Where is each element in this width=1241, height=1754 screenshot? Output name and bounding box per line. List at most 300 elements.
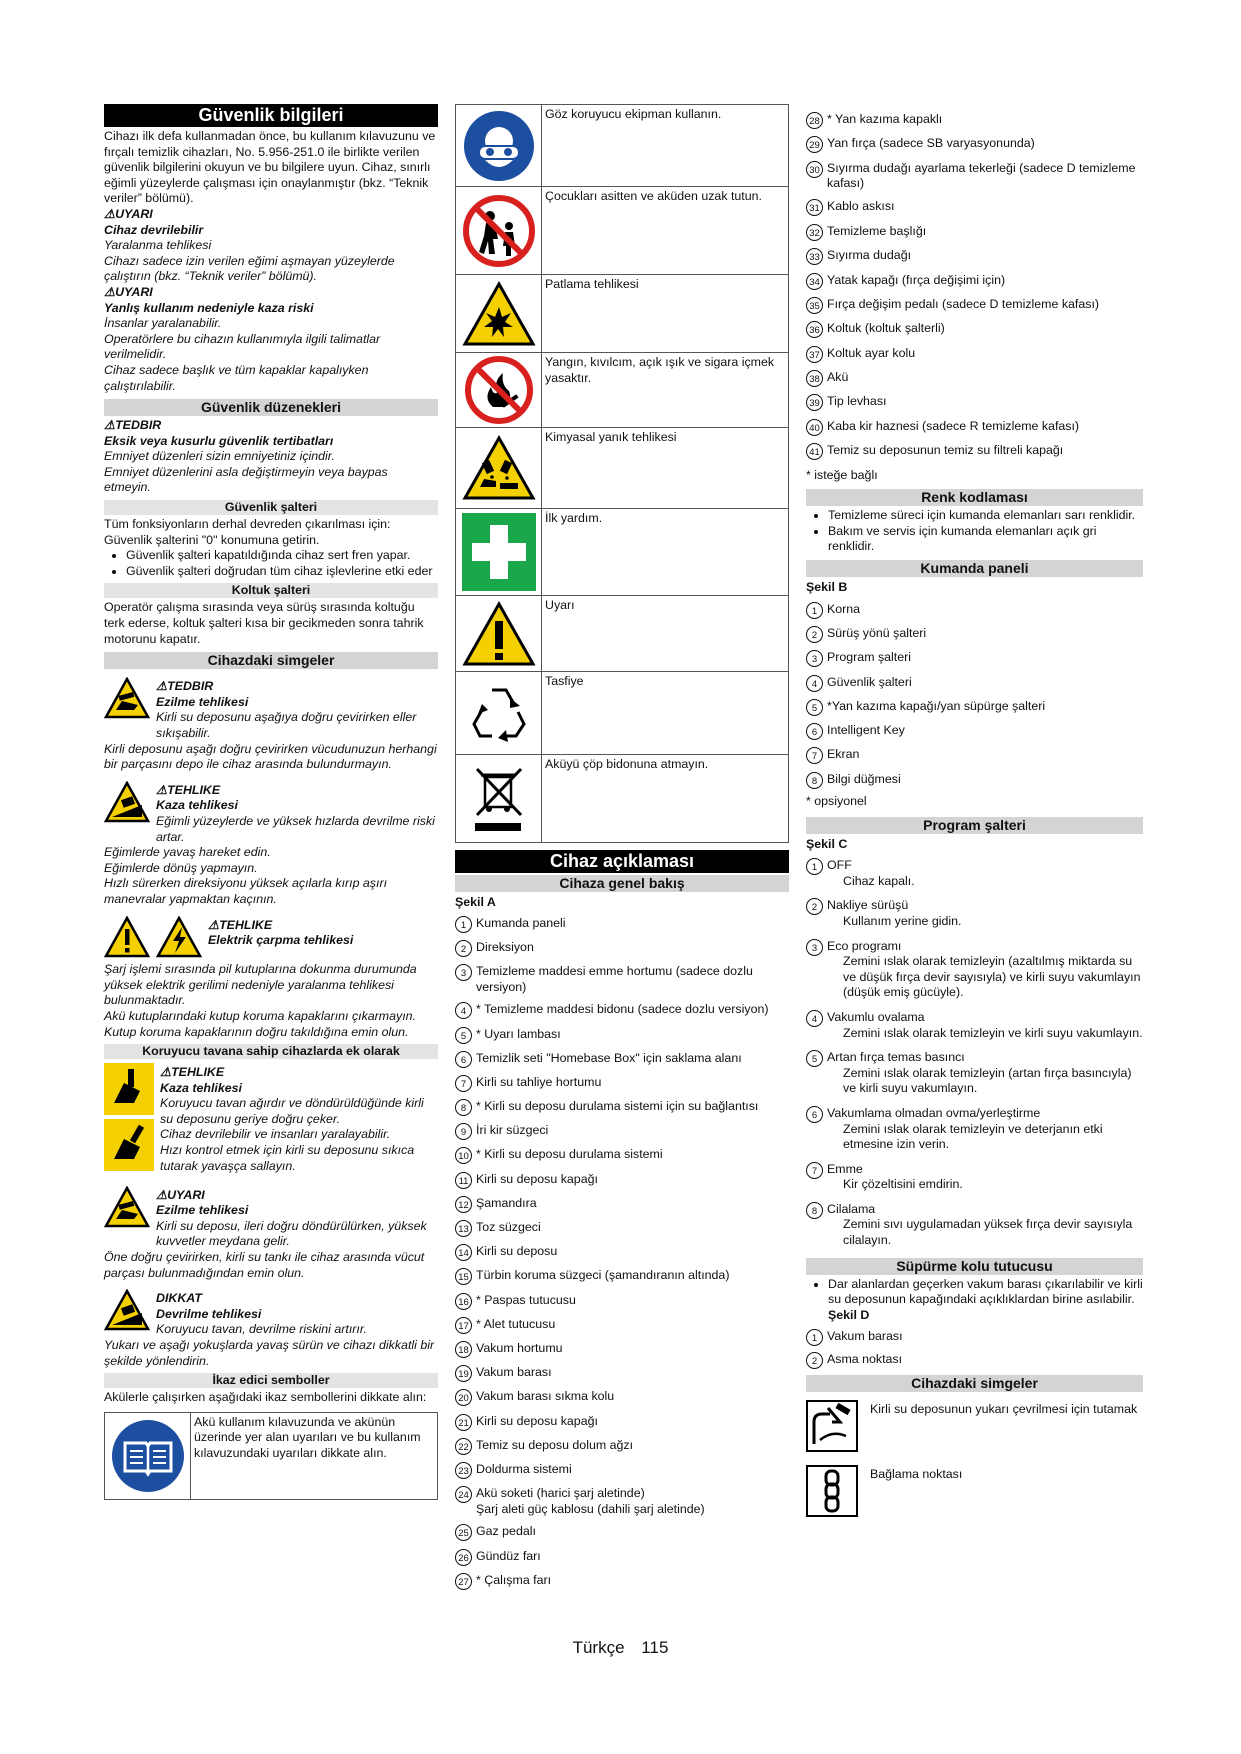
general-warning-icon	[104, 916, 150, 963]
caution-title: Devrilme tehlikesi	[156, 1306, 262, 1321]
symbol-description: Bağlama noktası	[870, 1467, 963, 1482]
item-text	[827, 321, 1143, 337]
symbol-tip-over	[104, 781, 438, 845]
item-number: 40	[806, 419, 823, 436]
item-number: 12	[455, 1196, 472, 1213]
caution-text: Emniyet düzenleri sizin emniyetiniz içindir.	[104, 449, 335, 464]
item-number: 18	[455, 1341, 472, 1358]
figure-label: Şekil D	[828, 1307, 870, 1322]
symbol-row	[456, 509, 788, 596]
item-label: * Kirli su deposu durulama sistemi için su bağlantısı	[476, 1099, 759, 1114]
item-label: Sürüş yönü şalteri	[827, 625, 927, 640]
danger-text: Akü kutuplarındaki kutup koruma kapaklarını çıkarmayın.	[104, 1008, 416, 1023]
optional-note: * isteğe bağlı	[806, 467, 878, 482]
intro-text: Cihazı ilk defa kullanmadan önce, bu kullanım kılavuzunu ve fırçalı temizlik cihazları, No. 5.956-251.0 ile birlikte verilen güvenlik bilgilerini okuyun ve bu bilgilere uyun. Cihaz, sınırlı eğimli yüzeylerde çalışması için onaylanmıştır (bkz. “Teknik veriler” bölümü).	[104, 129, 436, 206]
list-item	[455, 964, 789, 995]
symbol-roof-tip	[104, 1289, 438, 1338]
item-label: Toz süzgeci	[476, 1220, 541, 1235]
list-item	[806, 1352, 1143, 1369]
corrosive-icon	[456, 428, 542, 508]
section-title-device-symbols: Cihazdaki simgeler	[104, 652, 438, 669]
symbol-electric	[104, 916, 438, 963]
item-text	[827, 602, 1143, 618]
item-number: 9	[455, 1123, 472, 1140]
subsection-protective-roof: Koruyucu tavana sahip cihazlarda ek olarak	[104, 1044, 438, 1059]
item-label: Fırça değişim pedalı (sadece D temizleme kafası)	[827, 296, 1100, 311]
item-text	[827, 248, 1143, 264]
symbol-tie-point	[806, 1465, 1143, 1522]
item-number: 15	[455, 1268, 472, 1285]
list-item	[806, 650, 1143, 667]
item-label: Kablo askısı	[827, 199, 895, 214]
item-text	[476, 1172, 789, 1188]
item-text	[476, 1220, 789, 1236]
item-number: 6	[806, 1106, 823, 1123]
item-label: Temiz su deposunun temiz su filtreli kapağı	[827, 443, 1064, 458]
item-text	[476, 916, 789, 932]
list-item	[806, 199, 1143, 216]
list-item	[806, 136, 1143, 153]
keep-children-away-icon	[456, 187, 542, 274]
item-number: 38	[806, 370, 823, 387]
list-item	[806, 723, 1143, 740]
caution-level: ⚠TEDBIR	[156, 679, 214, 694]
warning-title: Cihaz devrilebilir	[104, 222, 204, 237]
section-title-color-coding: Renk kodlaması	[806, 489, 1143, 506]
symbol-row	[456, 275, 788, 353]
warning-level: ⚠UYARI	[104, 206, 153, 221]
item-text	[827, 199, 1143, 215]
item-text	[827, 675, 1143, 691]
control-panel-list	[806, 602, 1143, 789]
list-item	[455, 1172, 789, 1189]
item-label: OFF	[827, 858, 852, 873]
item-label: Kirli su deposu	[476, 1244, 558, 1259]
symbol-handle	[806, 1400, 1143, 1457]
list-item	[806, 699, 1143, 716]
item-text	[476, 1341, 789, 1357]
battery-symbol-table	[455, 104, 789, 843]
list-item	[806, 370, 1143, 387]
item-number: 1	[806, 858, 823, 875]
item-text	[827, 1329, 1143, 1345]
item-text	[476, 1196, 789, 1212]
sweep-list	[806, 1329, 1143, 1369]
first-aid-icon	[456, 509, 542, 595]
list-item	[806, 1010, 1143, 1041]
section-title-control-panel: Kumanda paneli	[806, 560, 1143, 577]
read-manual-icon	[105, 1413, 191, 1499]
warning-level: ⚠UYARI	[156, 1187, 205, 1202]
item-label: Tip levhası	[827, 394, 887, 409]
symbol-description: Aküyü çöp bidonuna atmayın.	[545, 757, 709, 771]
section-title-device-symbols-2: Cihazdaki simgeler	[806, 1375, 1143, 1392]
item-number: 35	[806, 297, 823, 314]
list-item	[455, 1389, 789, 1406]
danger-text: Şarj işlemi sırasında pil kutuplarına dokunma durumunda yüksek elektrik gerilimi nedeniyle yaralanma tehlikesi bulunmaktadır.	[104, 962, 417, 1008]
item-text	[827, 161, 1143, 192]
list-item	[806, 346, 1143, 363]
item-label: Temizlik seti "Homebase Box" için saklama alanı	[476, 1050, 742, 1065]
item-text	[476, 1524, 789, 1540]
item-text	[827, 723, 1143, 739]
list-item	[455, 1244, 789, 1261]
danger-title: Elektrik çarpma tehlikesi	[208, 933, 354, 948]
item-label: Kirli su tahliye hortumu	[476, 1074, 602, 1089]
column-2	[455, 104, 789, 1597]
component-list	[455, 916, 789, 1590]
crush-hazard-icon	[104, 677, 150, 741]
danger-title: Kaza tehlikesi	[160, 1080, 242, 1095]
symbol-row	[456, 755, 788, 842]
list-item	[806, 747, 1143, 764]
list-item	[806, 858, 1143, 889]
no-fire-icon	[456, 353, 542, 427]
item-label: Direksiyon	[476, 939, 534, 954]
item-label: Vakumlu ovalama	[827, 1009, 925, 1024]
caution-title: Eksik veya kusurlu güvenlik tertibatları	[104, 433, 334, 448]
symbol-description: Patlama tehlikesi	[545, 277, 639, 291]
subsection-warning-symbols: İkaz edici semboller	[104, 1373, 438, 1388]
item-text	[827, 1202, 1143, 1249]
item-number: 25	[455, 1524, 472, 1541]
danger-text: Eğimlerde yavaş hareket edin.	[104, 845, 271, 860]
list-item	[455, 916, 789, 933]
component-list-continued	[806, 112, 1143, 460]
item-label: * Alet tutucusu	[476, 1316, 556, 1331]
column-1	[104, 104, 438, 1500]
warning-text: Kirli su deposu, ileri doğru döndürülürken, yüksek kuvvetler meydana gelir.	[156, 1218, 427, 1249]
list-item	[455, 1147, 789, 1164]
danger-text: Eğimli yüzeylerde ve yüksek hızlarda devrilme riski artar.	[156, 813, 435, 844]
item-text	[827, 1106, 1143, 1153]
bullet-list	[104, 548, 438, 579]
item-label: Temizleme başlığı	[827, 223, 927, 238]
item-label: Temizleme maddesi emme hortumu (sadece dozlu versiyon)	[476, 963, 753, 994]
item-description: Kir çözeltisini emdirin.	[843, 1177, 963, 1192]
item-number: 26	[455, 1549, 472, 1566]
item-label: * Uyarı lambası	[476, 1026, 561, 1041]
subsection-safety-switch: Güvenlik şalteri	[104, 500, 438, 515]
item-number: 3	[455, 964, 472, 981]
item-text	[827, 1352, 1143, 1368]
tie-down-point-icon	[806, 1465, 858, 1522]
item-label: Kirli su deposu kapağı	[476, 1413, 598, 1428]
item-label: * Çalışma farı	[476, 1572, 552, 1587]
item-number: 14	[455, 1244, 472, 1261]
item-text	[476, 1268, 789, 1284]
list-item	[455, 1051, 789, 1068]
item-label: Cilalama	[827, 1201, 876, 1216]
item-text	[827, 346, 1143, 362]
list-item	[455, 1220, 789, 1237]
warning-level: ⚠UYARI	[104, 284, 153, 299]
warning-icon	[456, 596, 542, 671]
item-label: Nakliye sürüşü	[827, 898, 909, 913]
item-number: 1	[806, 1329, 823, 1346]
item-number: 24	[455, 1486, 472, 1503]
page-footer	[0, 1638, 1241, 1658]
symbol-description: Kimyasal yanık tehlikesi	[545, 430, 677, 444]
danger-text: Hızlı sürerken direksiyonu yüksek açılarla kırıp aşırı manevralar yapmaktan kaçının.	[104, 876, 388, 906]
item-description: Zemini ıslak olarak temizleyin ve deterjanın etki etmesine izin verin.	[843, 1121, 1103, 1152]
figure-label: Şekil B	[806, 580, 848, 595]
item-number: 3	[806, 939, 823, 956]
item-number: 36	[806, 321, 823, 338]
symbol-row	[456, 353, 788, 428]
danger-level: ⚠TEHLIKE	[156, 782, 221, 797]
danger-text: Hızı kontrol etmek için kirli su deposunu sıkıca tutarak yavaşça sallayın.	[160, 1143, 415, 1173]
symbol-description: Tasfiye	[545, 674, 584, 688]
caution-title: Ezilme tehlikesi	[156, 694, 249, 709]
item-text	[827, 297, 1143, 313]
tip-over-hazard-icon	[104, 781, 150, 845]
caution-text: Yukarı ve aşağı yokuşlarda yavaş sürün ve cihazı dikkatli bir şekilde yönlendirin.	[104, 1338, 435, 1368]
item-number: 34	[806, 273, 823, 290]
list-item	[806, 1050, 1143, 1097]
symbol-description: Çocukları asitten ve aküden uzak tutun.	[545, 189, 762, 203]
item-label: Asma noktası	[827, 1352, 903, 1367]
list-item	[806, 112, 1143, 129]
item-number: 32	[806, 224, 823, 241]
item-text	[476, 1002, 789, 1018]
list-item	[455, 1414, 789, 1431]
item-label: Eco programı	[827, 938, 902, 953]
item-label: Program şalteri	[827, 650, 912, 665]
item-number: 2	[806, 898, 823, 915]
list-item	[806, 1106, 1143, 1153]
item-number: 28	[806, 112, 823, 129]
item-text	[827, 747, 1143, 763]
item-text	[827, 1050, 1143, 1097]
item-number: 5	[806, 699, 823, 716]
item-number: 4	[455, 1002, 472, 1019]
danger-text: Kutup koruma kapaklarının doğru takıldığına emin olun.	[104, 1024, 409, 1039]
item-text	[476, 964, 789, 995]
item-number: 8	[806, 1202, 823, 1219]
item-text	[476, 1573, 789, 1589]
item-label: Gaz pedalı	[476, 1524, 536, 1539]
item-label: Intelligent Key	[827, 723, 905, 738]
item-text	[476, 940, 789, 956]
list-item	[455, 1341, 789, 1358]
list-item	[455, 1549, 789, 1566]
danger-text: Eğimlerde dönüş yapmayın.	[104, 860, 258, 875]
caution-text: Kirli su deposunu aşağıya doğru çevirirken eller sıkışabilir.	[156, 710, 417, 740]
list-item	[806, 161, 1143, 192]
danger-level: ⚠TEHLIKE	[160, 1065, 225, 1080]
item-text	[827, 224, 1143, 240]
crush-hazard-icon	[104, 1186, 150, 1250]
item-label: * Yan kazıma kapaklı	[827, 112, 943, 126]
list-item	[806, 772, 1143, 789]
battery-manual-symbol-row	[104, 1412, 438, 1500]
list-item	[455, 1462, 789, 1479]
item-number: 27	[455, 1573, 472, 1590]
symbol-row	[456, 428, 788, 509]
item-number: 7	[806, 747, 823, 764]
item-text	[476, 1389, 789, 1405]
figure-label: Şekil A	[455, 895, 496, 909]
item-text	[827, 112, 1143, 128]
bullet-item: • Dar alanlardan geçerken vakum barası çıkarılabilir ve kirli su deposunun kapağındaki açıklıklardan birine asılabilir.	[828, 1277, 1143, 1308]
caution-text: Kirli deposunu aşağı doğru çevirirken vücudunuzun herhangi bir parçasını depo ile cihaz arasında bulundurmayın.	[104, 741, 437, 772]
subsection-seat-switch: Koltuk şalteri	[104, 583, 438, 598]
item-number: 7	[455, 1075, 472, 1092]
item-text	[827, 394, 1143, 410]
list-item	[455, 1365, 789, 1382]
item-label: Emme	[827, 1161, 863, 1176]
item-label: İri kir süzgeci	[476, 1123, 549, 1138]
list-item	[455, 940, 789, 957]
list-item	[806, 1202, 1143, 1249]
item-number: 8	[455, 1099, 472, 1116]
item-description: Zemini ıslak olarak temizleyin ve kirli suyu vakumlayın.	[843, 1025, 1143, 1040]
item-number: 6	[806, 723, 823, 740]
item-text	[827, 699, 1143, 715]
list-item	[455, 1075, 789, 1092]
electric-shock-icon	[156, 916, 202, 963]
caution-level: DIKKAT	[156, 1291, 202, 1306]
eye-protection-icon	[456, 105, 542, 186]
warning-title: Ezilme tehlikesi	[156, 1203, 249, 1218]
list-item	[806, 1162, 1143, 1193]
item-description: Kullanım yerine gidin.	[843, 913, 962, 928]
item-number: 2	[806, 1352, 823, 1369]
symbol-roof-crush	[104, 1186, 438, 1250]
symbol-description: Kirli su deposunun yukarı çevrilmesi için tutamak	[870, 1402, 1138, 1417]
item-label: Sıyırma dudağı ayarlama tekerleği (sadece D temizleme kafası)	[827, 160, 1136, 191]
item-text	[476, 1075, 789, 1091]
column-3	[806, 104, 1143, 1522]
tip-over-hazard-icon	[104, 1289, 150, 1338]
item-label: Vakum hortumu	[476, 1340, 563, 1355]
item-text	[476, 1486, 789, 1517]
item-label: Yan fırça (sadece SB varyasyonunda)	[827, 136, 1035, 151]
item-number: 5	[455, 1027, 472, 1044]
item-number: 29	[806, 136, 823, 153]
item-label: Akü	[827, 370, 849, 385]
list-item	[806, 626, 1143, 643]
item-text	[476, 1462, 789, 1478]
list-item	[455, 1486, 789, 1517]
item-number: 2	[455, 940, 472, 957]
list-item	[455, 1293, 789, 1310]
item-label: Şamandıra	[476, 1195, 537, 1210]
item-text	[476, 1438, 789, 1454]
list-item	[806, 939, 1143, 1001]
item-number: 21	[455, 1414, 472, 1431]
list-item	[455, 1524, 789, 1541]
no-trash-bin-icon	[456, 755, 542, 842]
item-label: * Temizleme maddesi bidonu (sadece dozlu versiyon)	[476, 1002, 769, 1017]
section-title-device-description: Cihaz açıklaması	[455, 850, 789, 873]
item-text	[827, 1010, 1143, 1041]
list-item	[806, 1329, 1143, 1346]
item-description: Zemini sıvı uygulamadan yüksek fırça devir sayısıyla cilalayın.	[843, 1217, 1133, 1248]
symbol-description: Akü kullanım kılavuzunda ve akünün üzerinde yer alan uyarıları ve bu kullanım kılavuzundaki uyarıları dikkate alın.	[194, 1414, 421, 1460]
figure-label: Şekil C	[806, 836, 848, 851]
warning-text: Cihaz sadece başlık ve tüm kapaklar kapalıyken çalıştırılabilir.	[104, 362, 369, 393]
item-label: Doldurma sistemi	[476, 1461, 572, 1476]
item-number: 37	[806, 346, 823, 363]
item-text	[476, 1244, 789, 1260]
item-label: Kirli su deposu kapağı	[476, 1171, 598, 1186]
item-number: 2	[806, 626, 823, 643]
list-item	[806, 297, 1143, 314]
item-text	[827, 898, 1143, 929]
item-number: 30	[806, 161, 823, 178]
item-text	[476, 1123, 789, 1139]
symbol-description: Uyarı	[545, 598, 575, 612]
caution-level: ⚠TEDBIR	[104, 418, 162, 433]
bullet-item: • Bakım ve servis için kumanda elemanları açık gri renklidir.	[828, 524, 1143, 555]
item-text	[827, 370, 1143, 386]
section-title-safety-devices: Güvenlik düzenekleri	[104, 399, 438, 416]
item-description: Cihaz kapalı.	[843, 873, 915, 888]
item-number: 4	[806, 675, 823, 692]
item-label: Vakumlama olmadan ovma/yerleştirme	[827, 1105, 1041, 1120]
list-item	[455, 1099, 789, 1116]
item-label: Yatak kapağı (fırça değişimi için)	[827, 272, 1006, 287]
recycle-icon	[456, 672, 542, 754]
danger-title: Kaza tehlikesi	[156, 798, 238, 813]
item-label: Akü soketi (harici şarj aletinde)	[476, 1486, 645, 1501]
item-number: 10	[455, 1147, 472, 1164]
item-label: Vakum barası sıkma kolu	[476, 1389, 615, 1404]
page-number: 115	[641, 1638, 669, 1657]
item-number: 23	[455, 1462, 472, 1479]
item-label: Temiz su deposu dolum ağzı	[476, 1437, 634, 1452]
item-text	[827, 273, 1143, 289]
danger-text: Koruyucu tavan ağırdır ve döndürüldüğünde kirli su deposunu geriye doğru çeker.	[160, 1096, 424, 1126]
warning-text: Yaralanma tehlikesi	[104, 238, 212, 253]
section-title-program-switch: Program şalteri	[806, 817, 1143, 834]
item-label: Vakum barası	[476, 1365, 552, 1380]
item-number: 5	[806, 1050, 823, 1067]
warning-text: Öne doğru çevirirken, kirli su tankı ile cihaz arasında vücut parçası bulunmadığından emin olun.	[104, 1250, 425, 1280]
item-text	[827, 443, 1143, 459]
item-label: Korna	[827, 601, 861, 616]
item-text	[476, 1147, 789, 1163]
item-text	[827, 136, 1143, 152]
list-item	[806, 602, 1143, 619]
item-text	[827, 419, 1143, 435]
item-text	[476, 1549, 789, 1565]
item-label: Vakum barası	[827, 1329, 903, 1344]
symbol-row	[456, 596, 788, 672]
item-number: 17	[455, 1317, 472, 1334]
list-item	[455, 1123, 789, 1140]
item-label: * Kirli su deposu durulama sistemi	[476, 1147, 663, 1162]
list-item	[806, 394, 1143, 411]
list-item	[806, 419, 1143, 436]
item-text	[476, 1317, 789, 1333]
bullet-item: • Güvenlik şalteri kapatıldığında cihaz sert fren yapar.	[126, 548, 438, 564]
warning-text: Operatörlere bu cihazın kullanımıyla ilgili talimatlar verilmelidir.	[104, 331, 381, 362]
item-text	[827, 772, 1143, 788]
body-text: Operatör çalışma sırasında veya sürüş sırasında koltuğu terk ederse, koltuk şalteri kısa bir gecikmeden sonra tahrik motorunu kapatır.	[104, 600, 424, 646]
item-text	[827, 650, 1143, 666]
item-label: Koltuk (koltuk şalterli)	[827, 321, 945, 336]
symbol-description: İlk yardım.	[545, 511, 603, 525]
symbol-crush	[104, 677, 438, 741]
item-number: 39	[806, 394, 823, 411]
list-item	[806, 224, 1143, 241]
item-text	[476, 1365, 789, 1381]
item-description: Zemini ıslak olarak temizleyin (azaltılmış miktarda su ve düşük fırça devir sayısıyla) ve kirli suyu vakumlayın (düşük emiş gücüyle).	[843, 954, 1141, 1000]
item-number: 8	[806, 772, 823, 789]
